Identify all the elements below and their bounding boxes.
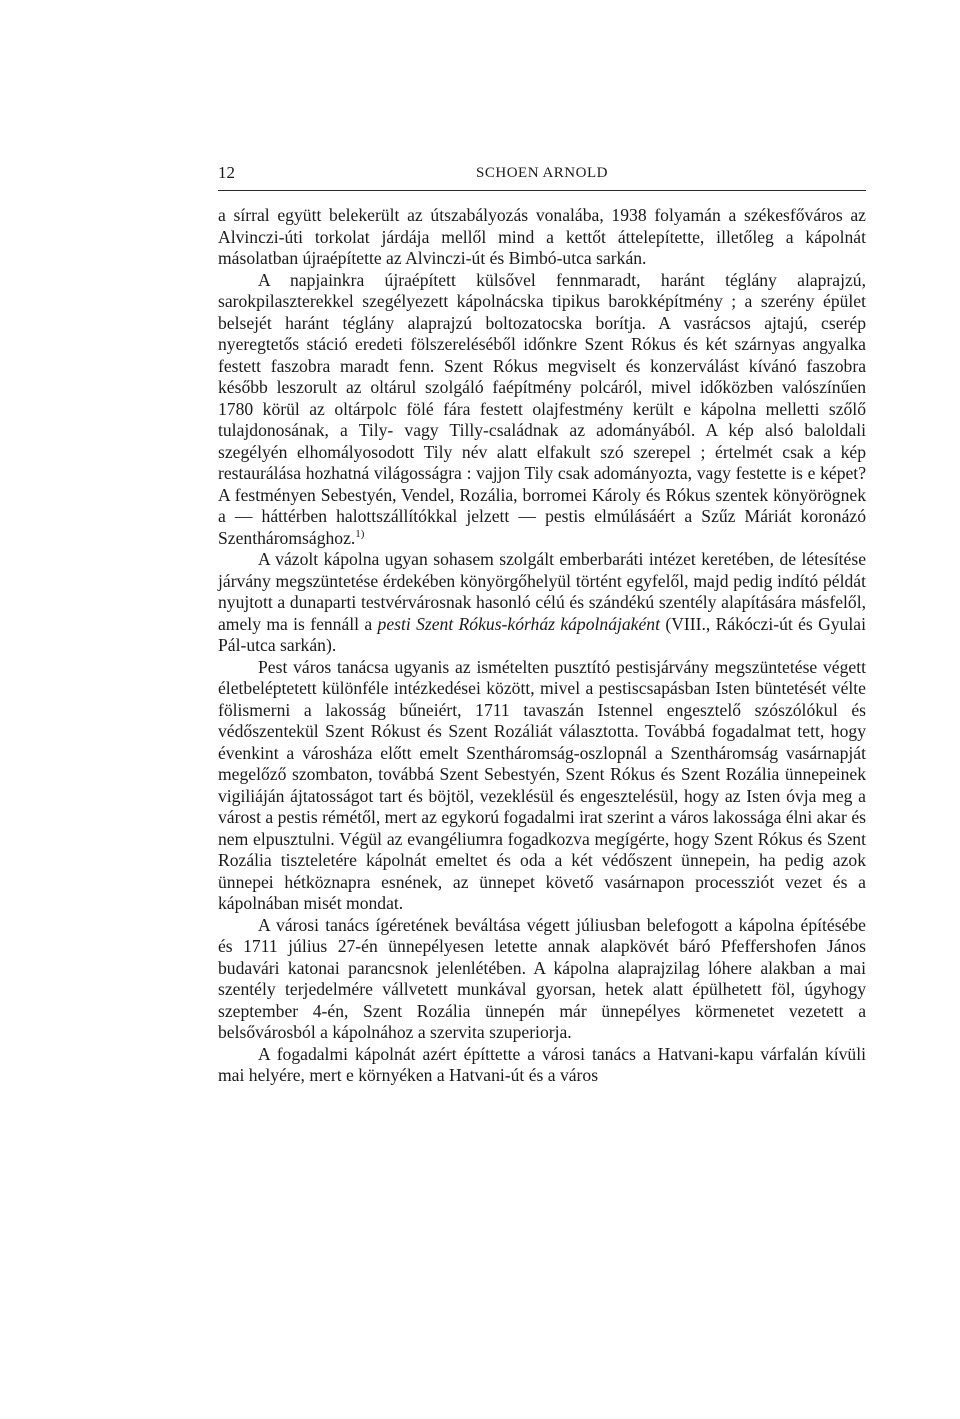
header-rule: [218, 190, 866, 191]
paragraph-3-text-after: (VIII., Rákóczi-út és Gyulai Pál-utca sarkán).: [218, 613, 866, 655]
paragraph-5-text: A városi tanács ígéretének beváltása végett júliusban belefogott a kápolna építésébe és 1711 július 27-én ünnepélyesen letette annak alapkövét báró Pfeffershofen János budavári katonai parancsnok jelenlétében. A kápolna alaprajzilag lóhere alakban a mai szentély terjedelmére vállvetett munkával gyorsan, hetek alatt épülhetett föl, úgyhogy szeptember 4-én, Szent Rozália ünnepén már ünnepélyes körmenetet vezetett a belsővárosból a kápolnához a szervita szuperiorja.: [218, 914, 866, 1042]
paragraph-5: [218, 915, 866, 1044]
paragraph-1: [218, 205, 866, 270]
paragraph-4: [218, 657, 866, 915]
page-number: 12: [218, 163, 235, 182]
paragraph-6-text: A fogadalmi kápolnát azért építtette a városi tanács a Hatvani-kapu várfalán kívüli mai helyére, mert e környéken a Hatvani-út és a város: [218, 1043, 866, 1085]
paragraph-3-italic-title: pesti Szent Rókus-kórház kápolnájaként: [377, 613, 660, 634]
paragraph-3: [218, 549, 866, 657]
paragraph-2: [218, 270, 866, 550]
header-author: SCHOEN ARNOLD: [476, 165, 608, 181]
footnote-mark: 1): [355, 527, 365, 540]
body-text: [218, 205, 866, 1087]
paragraph-2-text: A napjainkra újraépített külsővel fennmaradt, haránt téglány alaprajzú, sarokpilaszterekkel szegélyezett kápolnácska tipikus barokképítmény ; a szerény épület belsejét haránt téglány alaprajzú boltozatocska borítja. A vasrácsos ajtajú, cserép nyeregtetős stáció eredeti fölszereléséből időnkre Szent Rókus és két szárnyas angyalka festett faszobra maradt fenn. Szent Rókus megviselt és konzerválást kívánó faszobra később leszorult az oltárul szolgáló faépítmény polcáról, mivel időközben valószínűen 1780 körül az oltárpolc fölé fára festett olajfestmény került e kápolna melletti szőlő tulajdonosának, a Tily- vagy Tilly-családnak az adományából. A kép alsó baloldali szegélyén elhomályosodott Tily név alatt elfakult szó szerepel ; értelmét csak a kép restaurálása hozhatná világosságra : vajjon Tily csak adományozta, vagy festette is e képet? A festményen Sebestyén, Vendel, Rozália, borromei Károly és Rókus szentek könyörögnek a — háttérben halottszállítókkal jelzett — pestis elmúlásáért a Szűz Máriát koronázó Szentháromsághoz.: [218, 269, 866, 548]
paragraph-1-text: a sírral együtt belekerült az útszabályozás vonalába, 1938 folyamán a székesfőváros az Alvinczi-úti torkolat járdája mellől mind a kettőt áttelepítette, illetőleg a kápolnát másolatban újraépítette az Alvinczi-út és Bimbó-utca sarkán.: [218, 205, 866, 268]
paragraph-4-text: Pest város tanácsa ugyanis az ismételten pusztító pestisjárvány megszüntetése végett életbeléptetett különféle intézkedései között, mivel a pestiscsapásban Isten büntetését vélte fölismerni a lakosság bűneiért, 1711 tavaszán Istennel engesztelő szószólókul és védőszentekül Szent Rókust és Szent Rozáliát választotta. Továbbá fogadalmat tett, hogy évenkint a városháza előtt emelt Szentháromság-oszlopnál a Szentháromság vasárnapját megelőző szombaton, továbbá Szent Sebestyén, Szent Rókus és Szent Rozália ünnepeinek vigiliáján ájtatosságot tart és böjtöl, vezeklésül és engesztelésül, hogy az Isten óvja meg a várost a pestis rémétől, mert az egykorú fogadalmi irat szerint a város lakossága élni akar és nem elpusztulni. Végül az evangéliumra fogadkozva megígérte, hogy Szent Rókus és Szent Rozália tiszteletére kápolnát emeltet és oda a két védőszent ünnepein, ha pedig azok ünnepei hétköznapra esnének, az ünnepet követő vasárnapon processziót vezet és a kápolnában misét mondat.: [218, 656, 866, 913]
running-head: [218, 160, 866, 186]
paragraph-6: [218, 1044, 866, 1087]
paragraph-3-text-before: A vázolt kápolna ugyan sohasem szolgált emberbaráti intézet keretében, de létesítése járvány megszüntetése érdekében könyörgőhelyül történt egyfelől, majd pedig indító példát nyujtott a dunaparti testvérvárosnak hasonló célú és szándékú szentély alapítására másfelől, amely ma is fennáll a: [218, 549, 866, 634]
